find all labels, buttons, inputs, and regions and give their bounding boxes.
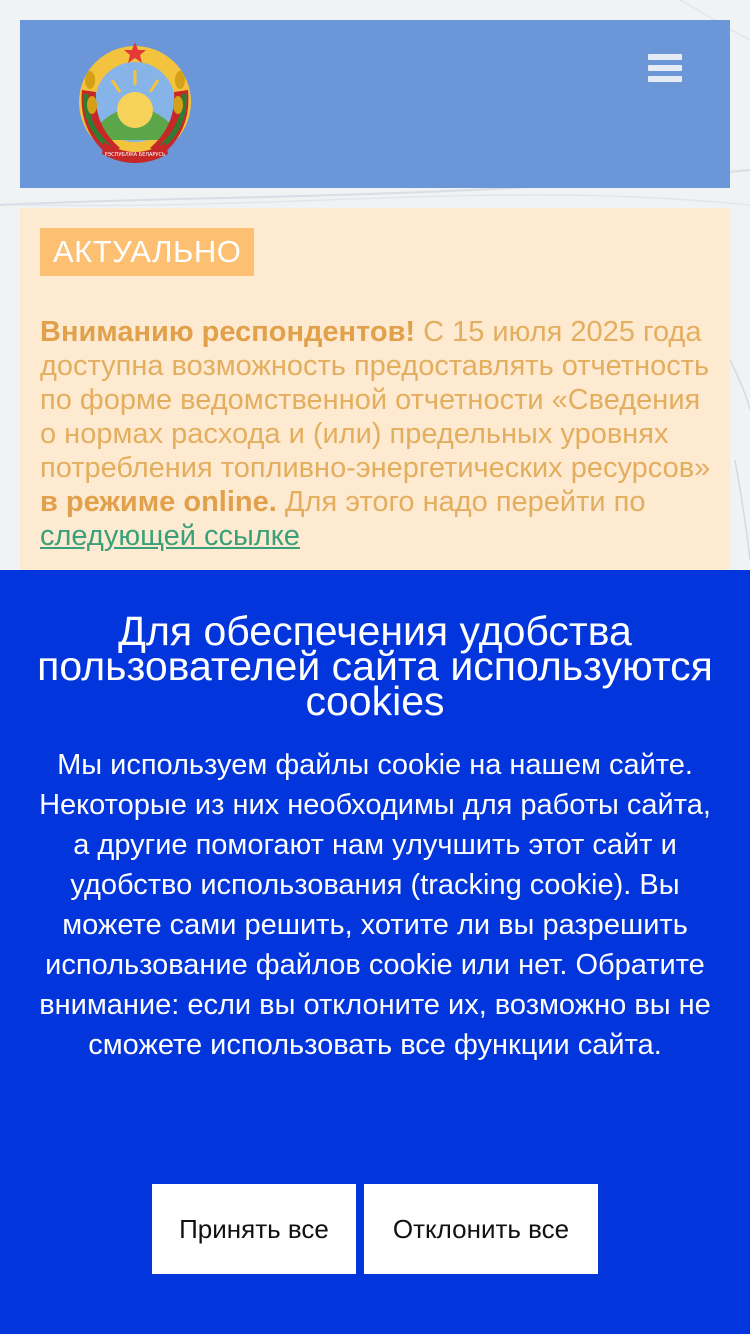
emblem-ribbon-text: РЭСПУБЛІКА БЕЛАРУСЬ xyxy=(104,152,166,158)
state-emblem-logo[interactable] xyxy=(68,30,202,170)
actual-badge: АКТУАЛЬНО xyxy=(40,228,254,276)
news-link[interactable]: следующей ссылке xyxy=(40,520,300,552)
news-online-mode: в режиме online. xyxy=(40,486,277,518)
news-body-1: С 15 июля 2025 года доступна возможность предоставлять отчетность по форме ведомственной отчетности «Сведения о нормах расхода и (или) предельных уровнях потребления топливно-энергетических ресурсов» xyxy=(40,316,711,484)
cookie-title: Для обеспечения удобства пользователей сайта используются cookies xyxy=(37,608,713,724)
news-body-2: Для этого надо перейти по xyxy=(276,486,646,518)
news-panel xyxy=(20,208,730,588)
hamburger-menu-icon[interactable] xyxy=(648,54,682,84)
cookie-description: Мы используем файлы cookie на нашем сайте. Некоторые из них необходимы для работы сайта, а другие помогают нам улучшить этот сайт и удобство использования (tracking cookie). Вы можете сами решить, хотите ли вы разрешить использование файлов cookie или нет. Обратите внимание: если вы отклоните их, возможно вы не сможете использовать все функции сайта. xyxy=(39,749,711,1061)
site-header xyxy=(20,20,730,188)
cookie-banner xyxy=(0,570,750,1334)
news-text xyxy=(40,315,712,553)
decline-all-button[interactable]: Отклонить все xyxy=(364,1184,598,1274)
accept-all-button[interactable]: Принять все xyxy=(152,1184,356,1274)
news-lead: Вниманию респондентов! xyxy=(40,316,416,348)
